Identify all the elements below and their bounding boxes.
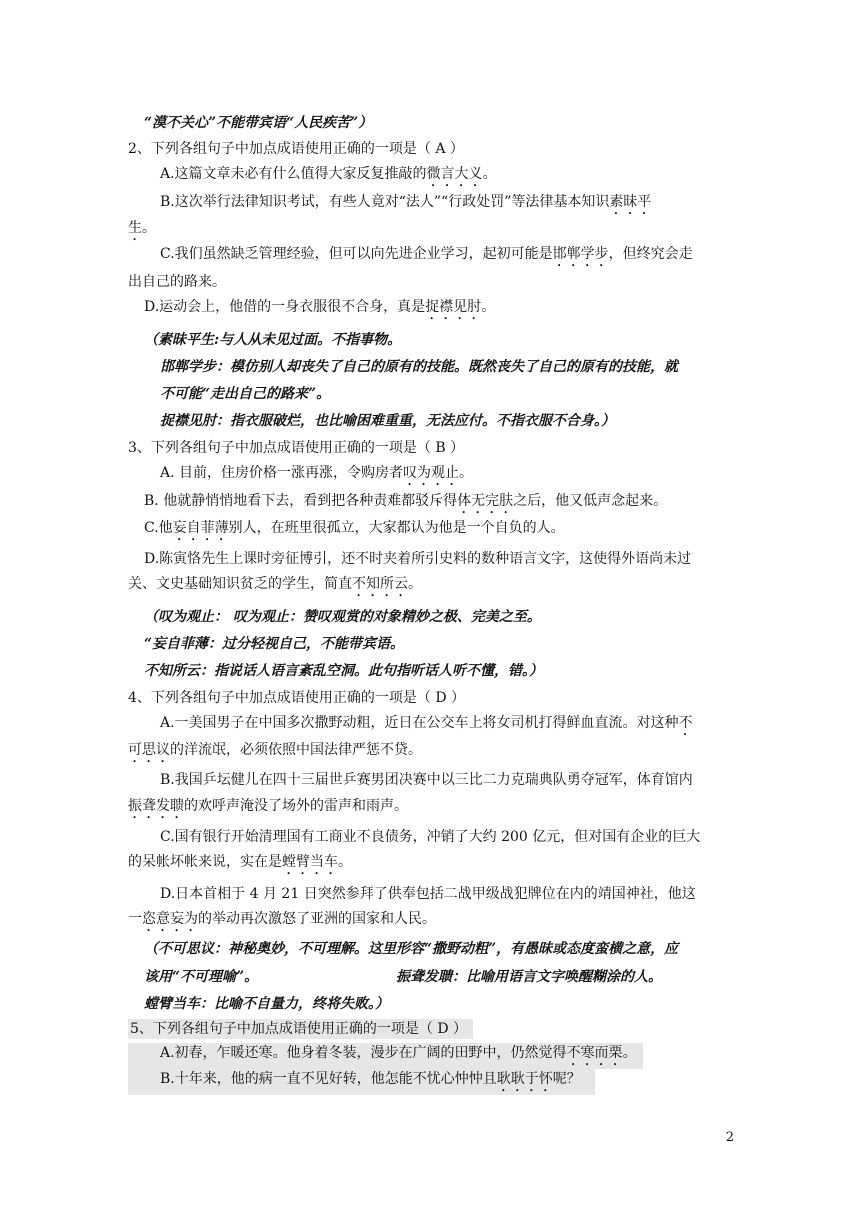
q4-note-line2a: 该用“不可理喻”。 <box>144 969 259 985</box>
q3-note-line1: （叹为观止： 叹为观止：赞叹观赏的对象精妙之极、完美之至。 <box>144 609 541 625</box>
q4-option-b-line1: B.我国乒坛健儿在四十三届世乒赛男团决赛中以三比二力克瑞典队勇夺冠军，体育馆内 <box>160 772 693 788</box>
q2-option-a: A.这篇文章未必有什么值得大家反复推敲的微言大义。 <box>160 166 497 182</box>
q2-option-b-line2: 生。 <box>128 220 156 236</box>
q3-note-line3: 不知所云：指说话人语言紊乱空洞。此句指听话人听不懂，错。） <box>144 663 543 679</box>
idiom-dotted: 恣意妄为 <box>142 911 198 927</box>
q2-note-line3: 不可能“走出自己的路来”。 <box>160 386 331 402</box>
q4-option-d-line1: D.日本首相于 4 月 21 日突然参拜了供奉包括二战甲级战犯牌位在内的靖国神社，他这 <box>160 886 696 902</box>
idiom-dotted: 不寒而栗 <box>566 1045 623 1061</box>
q4-option-c-line1: C.国有银行开始清理国有工商业不良债务，冲销了大约 200 亿元，但对国有企业的巨大 <box>160 829 701 845</box>
idiom-dotted: 微言大义 <box>426 166 483 182</box>
q5-option-a: A.初春，乍暖还寒。他身着冬装，漫步在广阔的田野中，仍然觉得不寒而栗。 <box>128 1043 643 1069</box>
q2-note-line4: 捉襟见肘：指衣服破烂，也比喻困难重重，无法应付。不指衣服不合身。） <box>160 413 615 429</box>
idiom-dotted: 妄自菲薄 <box>172 520 229 536</box>
page-number: 2 <box>725 1130 734 1145</box>
idiom-dotted: 耿耿于怀 <box>496 1071 553 1087</box>
q4-option-a-line1: A.一美国男子在中国多次撒野动粗，近日在公交车上将女司机打得鲜血直流。对这种不 <box>160 715 693 731</box>
q3-option-b: B. 他就静悄悄地看下去，看到把各种责难都驳斥得体无完肤之后，他又低声念起来。 <box>144 493 668 509</box>
idiom-dotted: 生 <box>128 220 142 236</box>
idiom-dotted: 素昧平 <box>609 194 652 210</box>
q2-option-d: D.运动会上，他借的一身衣服很不合身，真是捉襟见肘。 <box>144 299 496 315</box>
q3-note-line2: “妄自菲薄：过分轻视自己，不能带宾语。 <box>144 636 405 652</box>
q4-note-line2b: 振聋发聩：比喻用语言文字唤醒糊涂的人。 <box>396 969 662 985</box>
idiom-dotted: 邯郸学步 <box>552 246 609 262</box>
q1-note-tail: “漠不关心”不能带宾语“人民疾苦”） <box>144 115 373 131</box>
q2-option-c-line2: 出自己的路来。 <box>128 274 226 290</box>
idiom-dotted: 体无完肤 <box>457 493 514 509</box>
q3-option-d-line2: 关、文史基础知识贫乏的学生，简直不知所云。 <box>128 576 422 592</box>
q4-option-d-line2: 一恣意妄为的举动再次激怒了亚洲的国家和人民。 <box>128 911 436 927</box>
q4-option-c-line2: 的呆帐坏帐来说，实在是螳臂当车。 <box>128 854 352 870</box>
idiom-dotted: 螳臂当车 <box>282 854 338 870</box>
idiom-dotted: 叹为观止 <box>403 465 460 481</box>
q4-stem: 4、下列各组句子中加点成语使用正确的一项是（ D ） <box>128 690 466 706</box>
q3-option-d-line1: D.陈寅恪先生上课时旁征博引，还不时夹着所引史料的数种语言文字，这使得外语尚未过 <box>144 551 692 567</box>
q5-option-b: B.十年来，他的病一直不见好转，他怎能不忧心忡忡且耿耿于怀呢？ <box>128 1069 595 1095</box>
q4-note-line3: 螳臂当车：比喻不自量力，终将失败。） <box>144 996 389 1012</box>
idiom-dotted: 捉襟见肘 <box>425 299 482 315</box>
q2-note-line2: 邯郸学步：模仿别人却丧失了自己的原有的技能。既然丧失了自己的原有的技能，就 <box>160 359 678 375</box>
q3-stem: 3、下列各组句子中加点成语使用正确的一项是（ B ） <box>128 440 465 456</box>
idiom-dotted: 振聋发聩 <box>128 798 184 814</box>
q5-stem: 5、下列各组句子中加点成语使用正确的一项是（ D ） <box>128 1019 473 1039</box>
q3-option-c: C.他妄自菲薄别人，在班里很孤立，大家都认为他是一个自负的人。 <box>144 520 565 536</box>
q2-option-b-line1: B.这次举行法律知识考试，有些人竟对“法人”“行政处罚”等法律基本知识素昧平 <box>160 194 652 210</box>
q4-note-line1: （不可思议：神秘奥妙，不可理解。这里形容“撒野动粗”，有愚昧或态度蛮横之意，应 <box>144 941 679 957</box>
idiom-dotted: 不 <box>678 715 693 731</box>
q2-note-line1: （素昧平生:与人从未见过面。不指事物。 <box>144 332 402 348</box>
q2-stem: 2、下列各组句子中加点成语使用正确的一项是（ A ） <box>128 141 464 157</box>
q2-option-c-line1: C.我们虽然缺乏管理经验，但可以向先进企业学习，起初可能是邯郸学步，但终究会走 <box>160 246 693 262</box>
idiom-dotted: 不知所云 <box>352 576 408 592</box>
idiom-dotted: 可思议 <box>128 742 170 758</box>
q3-option-a: A. 目前，住房价格一涨再涨，令购房者叹为观止。 <box>160 465 474 481</box>
q4-option-b-line2: 振聋发聩的欢呼声淹没了场外的雷声和雨声。 <box>128 798 408 814</box>
q4-option-a-line2: 可思议的洋流氓，必须依照中国法律严惩不贷。 <box>128 742 422 758</box>
